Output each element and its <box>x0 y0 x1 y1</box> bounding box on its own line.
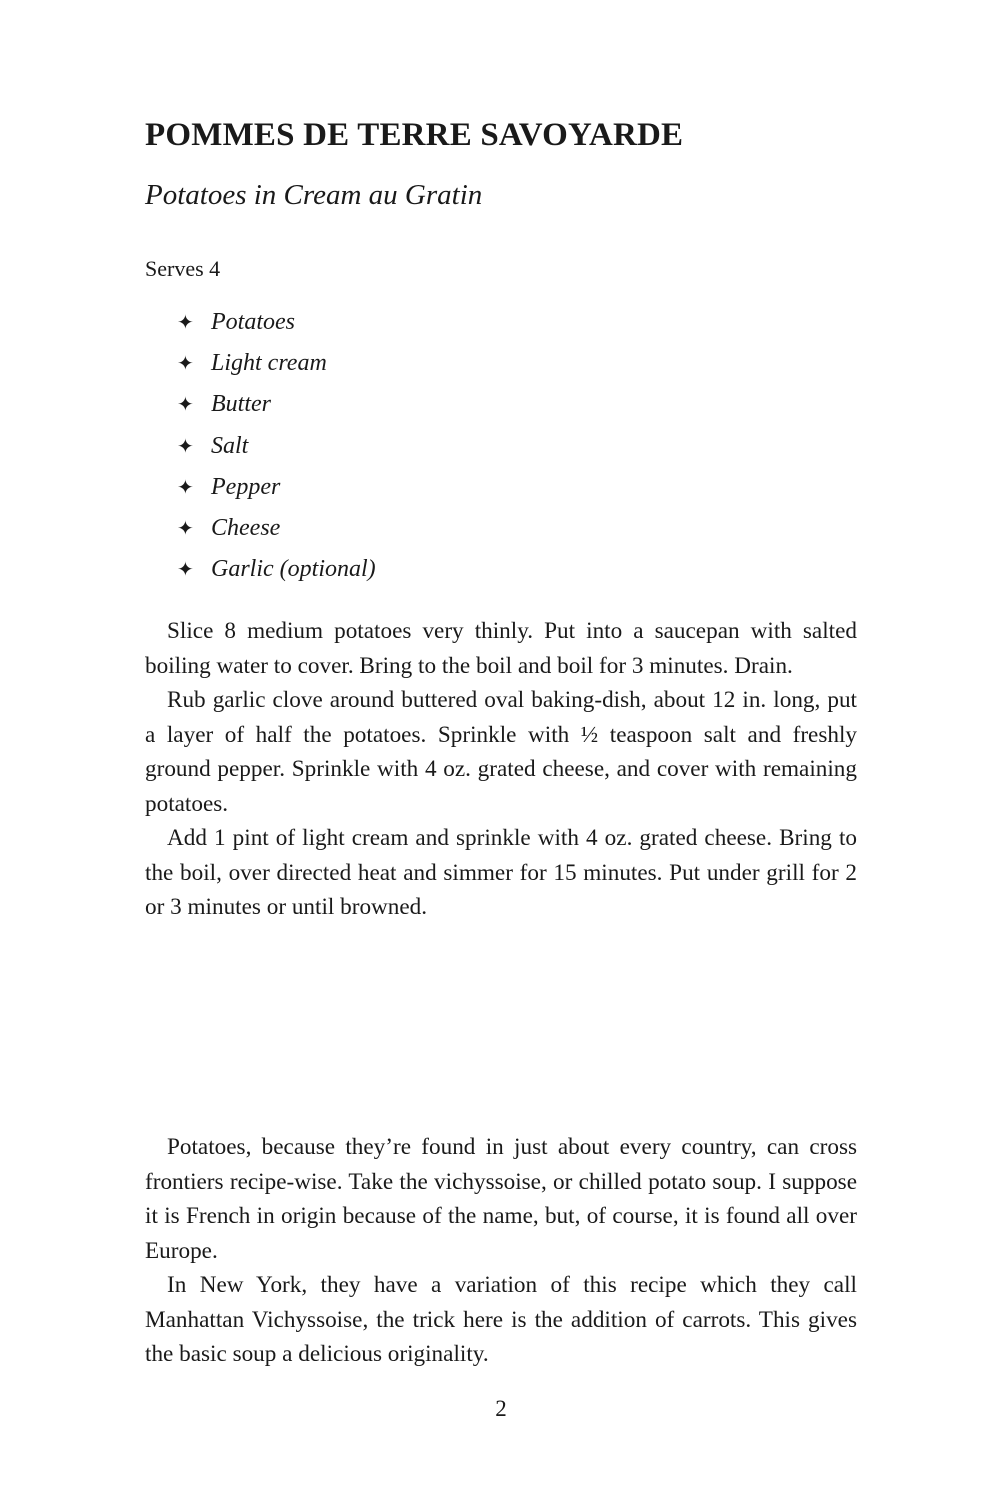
star-bullet-icon: ✦ <box>177 310 194 334</box>
star-bullet-icon: ✦ <box>177 351 194 376</box>
ingredient-name: Salt <box>211 432 249 459</box>
ingredient-name: Potatoes <box>211 309 295 335</box>
star-bullet-icon: ✦ <box>177 433 194 458</box>
serves-count: Serves 4 <box>145 256 221 281</box>
ingredient-name: Light cream <box>211 350 327 377</box>
star-bullet-icon: ✦ <box>177 474 194 499</box>
star-bullet-icon: ✦ <box>177 515 194 540</box>
ingredient-item <box>177 430 376 471</box>
recipe-subtitle: Potatoes in Cream au Gratin <box>145 179 483 211</box>
commentary-paragraph: In New York, they have a variation of this recipe which they call Manhattan Vichyssoise, the trick here is the addition of carrots. This gives the basic soup a delicious originality. <box>145 1272 857 1367</box>
ingredient-item <box>177 388 376 429</box>
commentary-section <box>145 1130 857 1372</box>
method-paragraph: Slice 8 medium potatoes very thinly. Put into a saucepan with salted boiling water to cover. Bring to the boil and boil for 3 minutes. Drain. <box>145 618 857 679</box>
star-bullet-icon: ✦ <box>177 392 194 417</box>
ingredient-list <box>177 306 376 594</box>
recipe-title: POMMES DE TERRE SAVOYARDE <box>145 117 684 153</box>
ingredient-item <box>177 347 376 388</box>
ingredient-item <box>177 512 376 553</box>
method-paragraph: Rub garlic clove around buttered oval baking-dish, about 12 in. long, put a layer of half the potatoes. Sprinkle with ½ teaspoon salt and freshly ground pepper. Sprinkle with 4 oz. grated cheese, and cover with remaining potatoes. <box>145 687 857 817</box>
ingredient-item <box>177 553 376 594</box>
book-page <box>145 0 857 1500</box>
ingredient-item <box>177 306 376 347</box>
ingredient-name: Butter <box>211 391 271 418</box>
commentary-paragraph: Potatoes, because they’re found in just about every country, can cross frontiers recipe-wise. Take the vichyssoise, or chilled potato soup. I suppose it is French in origin because of the name, but, of course, it is found all over Europe. <box>145 1134 857 1264</box>
star-bullet-icon: ✦ <box>177 557 194 582</box>
ingredient-name: Pepper <box>211 473 281 500</box>
page-number: 2 <box>495 1396 507 1421</box>
ingredient-name: Garlic (optional) <box>211 556 376 583</box>
recipe-method <box>145 614 857 925</box>
ingredient-name: Cheese <box>211 514 281 541</box>
method-paragraph: Add 1 pint of light cream and sprinkle with 4 oz. grated cheese. Bring to the boil, over directed heat and simmer for 15 minutes. Put under grill for 2 or 3 minutes or until browned. <box>145 825 857 920</box>
ingredient-item <box>177 471 376 512</box>
